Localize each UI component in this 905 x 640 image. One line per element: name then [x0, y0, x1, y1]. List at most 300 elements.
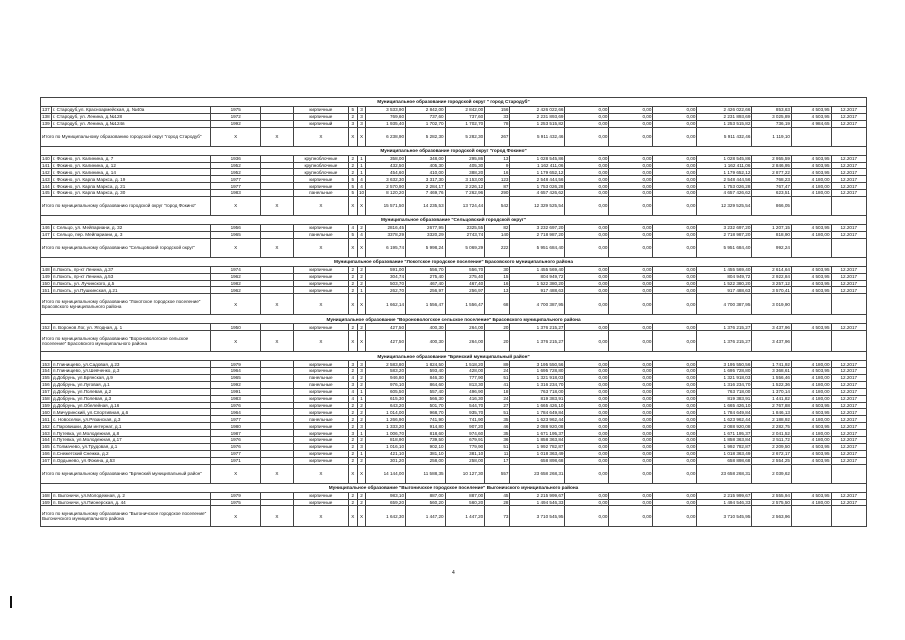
total-cell: X	[348, 294, 357, 315]
table-cell	[260, 423, 293, 430]
table-cell: 12.2017	[831, 162, 866, 169]
table-cell: 258,00	[406, 457, 446, 464]
table-cell: 4 503,95	[791, 107, 831, 114]
table-cell: 159	[42, 402, 50, 408]
total-cell: X	[211, 464, 260, 483]
table-cell: 139	[42, 121, 50, 127]
table-cell: 0,00	[653, 492, 697, 499]
table-cell: 0,00	[653, 395, 697, 402]
table-cell: 0,00	[609, 162, 653, 169]
table-row	[41, 324, 867, 331]
total-cell: 0,00	[609, 238, 653, 257]
table-cell: 262,70	[366, 287, 406, 294]
table-cell: 0,00	[653, 388, 697, 395]
table-cell: 1 992 782,87	[510, 443, 565, 450]
table-cell: 0,00	[565, 492, 609, 499]
table-cell: 2	[357, 375, 366, 382]
table-cell: кирпичные	[293, 361, 348, 368]
table-cell	[260, 361, 293, 368]
table-cell: 1 253 515,82	[697, 120, 752, 127]
total-cell: 0,00	[565, 127, 609, 146]
table-cell: 2	[357, 402, 366, 409]
table-cell: 4	[348, 395, 357, 402]
table-cell: 141	[42, 162, 50, 168]
table-cell: 2743,74	[445, 231, 485, 238]
table-cell: 30	[485, 266, 510, 273]
total-cell: 0,00	[653, 238, 697, 257]
table-cell: 2 088 920,08	[510, 423, 565, 430]
table-cell: 144	[42, 183, 50, 189]
table-cell: 1 695 728,80	[510, 368, 565, 375]
table-cell: 0,00	[565, 266, 609, 273]
table-cell: 0,00	[653, 183, 697, 190]
table-cell: 1982	[211, 280, 260, 287]
table-cell: 1 179 652,12	[697, 169, 752, 176]
table-cell: 2	[348, 409, 357, 416]
table-cell: 89	[485, 361, 510, 368]
table-cell: 0,00	[609, 423, 653, 430]
table-cell: 4 503,95	[791, 273, 831, 280]
total-cell	[791, 127, 831, 146]
table-cell: 9	[485, 162, 510, 169]
table-cell: кирпичные	[293, 273, 348, 280]
total-label: Итого по муниципальному образованию "Выгоничское городское поселение" Выгоничского муниципального района	[41, 506, 211, 527]
total-cell: X	[211, 331, 260, 352]
table-cell: 4 503,95	[791, 402, 831, 409]
table-cell	[260, 492, 293, 499]
table-cell: 4 503,95	[791, 280, 831, 287]
table-cell: 0,00	[653, 107, 697, 114]
table-cell: 155	[42, 375, 50, 381]
table-cell: 4 984,65	[791, 120, 831, 127]
total-cell	[831, 238, 866, 257]
table-cell: 82	[485, 225, 510, 232]
table-cell: п.Путевка, ул.Молодежная, д.17	[51, 437, 210, 444]
table-cell: кирпичные	[293, 183, 348, 190]
table-cell: 2677,95	[406, 225, 446, 232]
table-cell: п.Локоть, ул.Пушкинская, д.21	[51, 287, 210, 294]
table-cell: 566,30	[406, 395, 446, 402]
table-cell	[260, 176, 293, 183]
table-cell: 2	[348, 273, 357, 280]
table-cell: 4 503,95	[791, 368, 831, 375]
table-cell: кирпичные	[293, 409, 348, 416]
table-cell: п.Мичуринский, ул.Спортивная, д.6	[51, 409, 210, 416]
table-cell: 0,00	[653, 225, 697, 232]
total-cell	[831, 197, 866, 216]
total-cell: X	[211, 506, 260, 527]
table-cell: 605,50	[366, 388, 406, 395]
table-cell: 33	[485, 113, 510, 120]
table-cell: кирпичные	[293, 450, 348, 457]
table-cell: 777,90	[445, 375, 485, 382]
table-cell: 2	[357, 409, 366, 416]
table-cell: 813,30	[445, 381, 485, 388]
table-cell: 0,00	[609, 368, 653, 375]
table-cell: 0,00	[609, 443, 653, 450]
table-row	[41, 120, 867, 127]
table-cell: 0,00	[609, 266, 653, 273]
table-cell: кирпичные	[293, 225, 348, 232]
table-cell: 16	[485, 280, 510, 287]
table-cell: 4 180,00	[791, 231, 831, 238]
total-cell: 0,00	[565, 506, 609, 527]
table-cell: 0,00	[653, 169, 697, 176]
table-cell: 3	[348, 361, 357, 368]
table-cell: 2 718 987,20	[510, 231, 565, 238]
total-cell	[791, 294, 831, 315]
table-cell: 0,00	[565, 120, 609, 127]
table-cell: кирпичные	[293, 388, 348, 395]
total-cell: X	[357, 506, 366, 527]
total-label: Итого по муниципальному образованию "Брянский муниципальный район"	[41, 464, 211, 483]
table-row	[41, 280, 867, 287]
table-cell: 0,00	[565, 361, 609, 368]
table-cell: 0,00	[609, 280, 653, 287]
table-cell: 7 262,96	[445, 190, 485, 197]
table-cell: 3 368,61	[752, 368, 792, 375]
table-cell: 4	[357, 231, 366, 238]
section-header: Муниципальное образование "Вороновологское сельское поселение" Брасовского муниципального района	[41, 315, 867, 324]
total-cell: 11 588,35	[406, 464, 446, 483]
table-cell: 3 232 697,20	[510, 225, 565, 232]
table-cell: 503,70	[366, 280, 406, 287]
table-cell: 819 383,91	[510, 395, 565, 402]
table-cell: 4 180,00	[791, 183, 831, 190]
table-cell: 1 623 962,44	[510, 416, 565, 423]
table-cell: 12.2017	[831, 169, 866, 176]
table-cell: г. Стародуб, ул. Ленина, д.№128	[51, 113, 210, 120]
table-cell: кирпичные	[293, 395, 348, 402]
table-cell: 4 657 426,62	[697, 190, 752, 197]
table-cell: 769,60	[366, 113, 406, 120]
total-cell: 5 282,30	[406, 127, 446, 146]
table-cell: 13	[485, 155, 510, 162]
table-cell: 0,00	[609, 402, 653, 409]
table-cell: 2	[348, 162, 357, 169]
table-cell: 1979	[211, 361, 260, 368]
table-cell: 3 195 550,56	[510, 361, 565, 368]
table-cell: 0,00	[609, 457, 653, 464]
total-cell: X	[357, 294, 366, 315]
table-cell: 557,40	[406, 388, 446, 395]
table-cell: 4 657 426,62	[510, 190, 565, 197]
table-cell	[260, 381, 293, 388]
total-cell: X	[348, 506, 357, 527]
table-cell: 2	[348, 416, 357, 423]
total-cell: 5 911 432,46	[697, 127, 752, 146]
table-cell: 256,97	[406, 287, 446, 294]
table-cell: 2	[348, 113, 357, 120]
total-cell: 0,00	[609, 464, 653, 483]
table-cell: 12.2017	[831, 395, 866, 402]
table-cell: 2	[348, 368, 357, 375]
table-cell: 4 503,95	[791, 169, 831, 176]
table-cell: 1 702,70	[445, 120, 485, 127]
table-cell: 467,40	[406, 280, 446, 287]
table-cell: 739,50	[406, 437, 446, 444]
table-cell: 1965	[211, 375, 260, 382]
table-cell: п.Глинищево, ул.Садовая, д.23	[51, 361, 210, 368]
total-cell	[831, 331, 866, 352]
table-cell: 0,00	[609, 381, 653, 388]
total-cell: 264,00	[445, 331, 485, 352]
total-cell: X	[357, 197, 366, 216]
table-cell: 0,00	[653, 361, 697, 368]
table-cell: 643,20	[366, 402, 406, 409]
total-cell: 0,00	[565, 294, 609, 315]
total-cell: 0,00	[609, 127, 653, 146]
table-cell: 16	[485, 169, 510, 176]
total-cell: 15 571,50	[366, 197, 406, 216]
table-cell: 0,00	[609, 225, 653, 232]
total-cell: X	[260, 127, 293, 146]
table-cell: 4 503,95	[791, 450, 831, 457]
table-cell: 0,00	[609, 273, 653, 280]
total-cell: 5 951 684,40	[697, 238, 752, 257]
table-cell: 767,47	[752, 183, 792, 190]
table-cell	[260, 162, 293, 169]
table-cell: 4 180,00	[791, 375, 831, 382]
table-cell: 12.2017	[831, 416, 866, 423]
table-cell: 907,20	[445, 423, 485, 430]
table-cell: панельные	[293, 416, 348, 423]
table-cell: 1976	[211, 402, 260, 409]
table-cell: 0,00	[565, 155, 609, 162]
table-cell: 4 180,00	[791, 416, 831, 423]
table-cell: 737,60	[445, 113, 485, 120]
table-cell	[260, 457, 293, 464]
table-cell: 2	[357, 499, 366, 506]
table-cell: 0,00	[609, 190, 653, 197]
table-row	[41, 368, 867, 375]
table-cell: 819 383,91	[697, 395, 752, 402]
total-cell: 1 376 215,27	[510, 331, 565, 352]
table-cell: 1992	[211, 120, 260, 127]
table-cell: 12.2017	[831, 107, 866, 114]
table-cell: 2	[348, 266, 357, 273]
table-cell: 1 370,14	[752, 388, 792, 395]
table-cell: 2	[348, 499, 357, 506]
table-cell: 3	[357, 113, 366, 120]
table-cell: 1 753 026,28	[510, 183, 565, 190]
table-cell: 169	[42, 499, 50, 505]
table-cell: 4 503,95	[791, 113, 831, 120]
table-cell: 51	[485, 443, 510, 450]
table-cell	[260, 107, 293, 114]
table-cell: д.Добрунь, ул.Обелейная, д.16	[51, 402, 210, 409]
table-cell: 1 018 363,49	[510, 450, 565, 457]
table-cell: 157	[42, 389, 50, 395]
table-cell: 12.2017	[831, 430, 866, 437]
table-cell: 0,00	[653, 409, 697, 416]
table-cell: 974,60	[445, 430, 485, 437]
table-cell: 1	[357, 162, 366, 169]
table-cell: п. Воронов Лог, ул. Ягодная, д. 1	[51, 324, 210, 331]
total-cell: X	[293, 197, 348, 216]
table-cell: 258,00	[445, 457, 485, 464]
total-cell	[791, 506, 831, 527]
table-cell: 2 583,80	[366, 361, 406, 368]
total-cell: X	[211, 238, 260, 257]
section-header: Муниципальное образование "Выгоничское городское поселение" Выгоничского муниципального района	[41, 483, 867, 492]
table-cell: 1	[357, 155, 366, 162]
total-cell: X	[293, 331, 348, 352]
table-cell: 0,00	[565, 423, 609, 430]
table-cell: 12.2017	[831, 450, 866, 457]
table-cell: 148	[42, 267, 50, 273]
table-row	[41, 409, 867, 416]
table-cell: 556,70	[406, 266, 446, 273]
table-cell: кирпичный	[293, 120, 348, 127]
table-cell: д.Добрунь, ул.Брянская, д.9	[51, 375, 210, 382]
total-cell: 6 195,74	[366, 238, 406, 257]
table-cell: 2 548 444,56	[510, 176, 565, 183]
table-cell: 0,00	[609, 120, 653, 127]
table-cell: 51	[485, 409, 510, 416]
table-cell: 4	[357, 176, 366, 183]
table-cell: 2	[348, 443, 357, 450]
table-cell: 658 898,68	[697, 457, 752, 464]
table-cell: д.Добрунь, ул.Полевая, д.3	[51, 395, 210, 402]
table-cell: 0,00	[609, 388, 653, 395]
table-cell: 2 284,17	[406, 183, 446, 190]
table-cell: 24	[485, 368, 510, 375]
table-cell: 679,91	[445, 437, 485, 444]
total-cell: 400,30	[406, 331, 446, 352]
table-cell: 432,50	[366, 162, 406, 169]
table-cell: 4 503,95	[791, 443, 831, 450]
total-cell	[791, 464, 831, 483]
table-row	[41, 183, 867, 190]
table-cell: 3	[348, 430, 357, 437]
total-cell: 5 282,30	[445, 127, 485, 146]
table-cell: 4 503,95	[791, 162, 831, 169]
table-cell: 2 555,94	[752, 492, 792, 499]
total-cell	[831, 464, 866, 483]
table-cell: 2	[348, 437, 357, 444]
table-cell: 4 503,95	[791, 409, 831, 416]
table-cell: 10	[359, 190, 365, 196]
total-cell: 1 447,20	[406, 506, 446, 527]
total-cell: 5 998,24	[406, 238, 446, 257]
table-cell: 741,90	[445, 416, 485, 423]
table-cell: 1	[357, 388, 366, 395]
table-cell: 1 018 363,49	[697, 450, 752, 457]
total-cell: 0,00	[653, 464, 697, 483]
section-total-row	[41, 238, 867, 257]
table-cell: 163	[42, 430, 50, 436]
section-total-row	[41, 197, 867, 216]
table-cell: 2 614,64	[752, 266, 792, 273]
table-cell: 264,00	[445, 324, 485, 331]
table-cell	[260, 450, 293, 457]
table-cell: 615,30	[366, 395, 406, 402]
table-cell: 0,00	[609, 113, 653, 120]
table-row	[41, 190, 867, 197]
table-cell: 0,00	[565, 395, 609, 402]
table-cell: 4	[348, 375, 357, 382]
table-cell: 1977	[211, 450, 260, 457]
table-cell: 5	[348, 231, 357, 238]
table-cell: 560,20	[445, 499, 485, 506]
table-cell: 147	[42, 232, 50, 238]
total-cell: X	[293, 294, 348, 315]
table-cell: 2 282,75	[752, 423, 792, 430]
table-cell: 1975	[211, 107, 260, 114]
total-cell: 866,05	[752, 197, 792, 216]
table-cell: 12.2017	[831, 113, 866, 120]
total-cell	[791, 331, 831, 352]
table-cell: 3 317,30	[406, 176, 446, 183]
table-cell: 12.2017	[831, 190, 866, 197]
total-cell: 1 642,30	[366, 506, 406, 527]
total-cell	[831, 127, 866, 146]
table-cell: г. Фокино, ул. Карла Маркса, д. 19	[51, 176, 210, 183]
table-cell: 12.2017	[831, 423, 866, 430]
table-cell: кирпичные	[293, 287, 348, 294]
table-cell: 0,00	[565, 430, 609, 437]
table-cell	[260, 231, 293, 238]
table-cell: 12.2017	[831, 492, 866, 499]
table-cell: 405,30	[445, 162, 485, 169]
table-cell: 1 016,10	[366, 443, 406, 450]
table-cell: 3 632,30	[366, 176, 406, 183]
total-cell: 1 447,20	[445, 506, 485, 527]
table-cell: 763 718,00	[697, 388, 752, 395]
total-cell: 427,50	[366, 331, 406, 352]
table-cell: г. Фокино, ул. Карла Маркса, д. 21	[51, 183, 210, 190]
table-cell: 17	[485, 457, 510, 464]
table-cell: крупноблочные	[293, 162, 348, 169]
table-cell: 946,80	[366, 375, 406, 382]
table-cell: 1950	[211, 324, 260, 331]
table-cell: 35	[485, 430, 510, 437]
table-row	[41, 169, 867, 176]
total-cell: 0,00	[653, 294, 697, 315]
table-cell: 1 162 411,06	[510, 162, 565, 169]
table-cell: 0,00	[609, 492, 653, 499]
table-cell: 1 014,00	[366, 409, 406, 416]
table-cell: 2 231 893,69	[697, 113, 752, 120]
section-total-row	[41, 294, 867, 315]
table-row	[41, 402, 867, 409]
total-cell: 0,00	[653, 331, 697, 352]
table-cell: 1 316 234,70	[510, 381, 565, 388]
table-cell: 501,70	[406, 402, 446, 409]
table-cell: 156	[42, 382, 50, 388]
table-cell: 27	[485, 402, 510, 409]
table-cell: 4 503,95	[791, 492, 831, 499]
table-cell: 1976	[211, 443, 260, 450]
table-cell	[260, 416, 293, 423]
table-cell: 0,00	[565, 280, 609, 287]
table-cell: 1 494 546,33	[697, 499, 752, 506]
total-cell: X	[260, 294, 293, 315]
total-cell: X	[260, 506, 293, 527]
table-cell: 5	[348, 183, 357, 190]
table-cell: 0,00	[565, 273, 609, 280]
table-cell: 2 570,90	[366, 183, 406, 190]
table-cell: 150	[42, 280, 50, 286]
table-cell: 0,00	[609, 169, 653, 176]
section-total-row	[41, 464, 867, 483]
table-cell: 2 548 444,56	[697, 176, 752, 183]
table-cell: 142	[42, 169, 50, 175]
table-cell: 1952	[211, 162, 260, 169]
table-cell: 8 120,20	[366, 190, 406, 197]
total-cell: 68	[485, 294, 510, 315]
